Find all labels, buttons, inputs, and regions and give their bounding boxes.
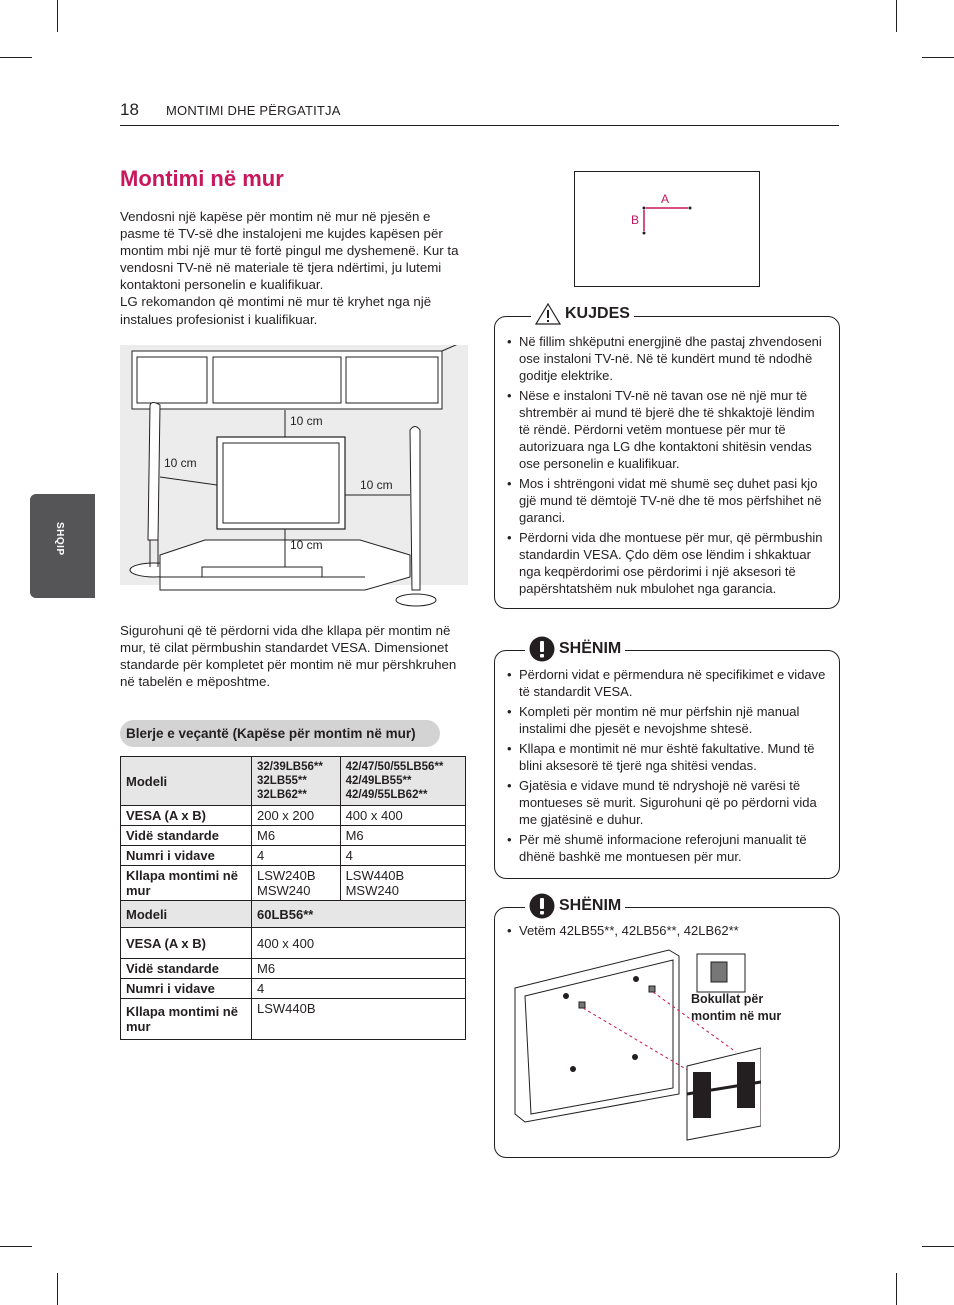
table-title-pill [120,720,440,747]
bracket-model: LSW440B [345,868,405,883]
vesa-note-text: Sigurohuni që të përdorni vida dhe kllapa për montim në mur, të cilat përmbushin standardet VESA. Dimensionet standarde për kompletet për montim në mur përshkruhen në tabelën e mëposhtme. [120,623,457,690]
model-group-a [252,757,341,806]
list-item: • Kompleti për montim në mur përfshin një manual instalimi dhe pjesët e nevojshme shtesë. [505,703,827,737]
table-cell: LSW440B [252,999,466,1040]
table-cell: M6 [252,959,466,979]
model-group: 60LB56** [252,901,466,928]
vesa-spec-table [120,756,466,1040]
table-cell [340,866,465,901]
note-heading [525,636,625,662]
list-item: • Në fillim shkëputni energjinë dhe pastaj zhvendoseni ose instaloni TV-në. Në të kundërt mund të ndodhë goditje elektrike. [505,333,827,384]
page-title: Montimi në mur [120,166,284,191]
table-row [121,928,466,959]
table-row [121,846,466,866]
bracket-model: MSW240 [345,883,400,898]
crop-mark [0,57,32,58]
model-name: 32/39LB56** [257,761,323,773]
caution-title: KUJDES [565,305,630,322]
clearance-bottom-label: 10 cm [290,538,323,552]
wall-mount-clearance-diagram [120,345,468,610]
model-group-b [340,757,465,806]
caution-box [494,305,840,609]
table-row [121,806,466,826]
note-list [505,922,827,942]
note-list [505,666,827,868]
language-tab [30,494,95,598]
table-cell: 4 [252,979,466,999]
crop-mark [57,1273,58,1305]
crop-mark [922,57,954,58]
model-name: 32LB62** [257,789,307,801]
list-item: • Vetëm 42LB55**, 42LB56**, 42LB62** [505,922,827,939]
crop-mark [896,0,897,32]
model-name: 42/49LB55** [345,775,412,787]
clearance-right-label: 10 cm [360,478,393,492]
models-label: Modeli [121,757,252,806]
intro-paragraph: Vendosni një kapëse për montim në mur në pjesën e pasme të TV-së dhe instalojeni me kujdes kapësen për montim mbi një mur të fortë pingul me dyshemenë. Kur ta vendosni TV-në në materiale të tjera ndërtimi, ju lutemi kontaktoni personelin e kualifikuar. [120,209,459,293]
crop-mark [896,1273,897,1305]
intro-paragraph: LG rekomandon që montimi në mur të kryhet nga një instalues profesionist i kualifikuar. [120,294,432,327]
note-box [494,640,840,879]
caution-list [505,333,827,600]
table-cell: 400 x 400 [252,928,466,959]
bracket-model: LSW240B [257,868,316,883]
note-title: SHËNIM [559,897,622,914]
table-cell: 4 [340,846,465,866]
table-title: Blerje e veçantë (Kapëse për montim në mur) [126,726,416,741]
model-name: 42/47/50/55LB56** [345,761,444,773]
clearance-top-label: 10 cm [290,414,323,428]
language-tab-label: SHQIP [54,522,65,556]
table-row [121,901,466,928]
table-row [121,866,466,901]
section-header: MONTIMI DHE PËRGATITJA [166,103,341,118]
row-label: Kllapa montimi në mur [121,866,252,901]
table-row [121,979,466,999]
page-number: 18 [120,100,139,119]
exclamation-icon [529,636,555,662]
table-cell: 4 [252,846,341,866]
vesa-a-label: A [661,192,670,206]
table-row [121,757,466,806]
model-name: 42/49/55LB62** [345,789,428,801]
bolts-callout: Bokullat për montim në mur [691,992,782,1023]
row-label: Numri i vidave [121,979,252,999]
vesa-dimension-diagram [574,171,760,289]
list-item: • Nëse e instaloni TV-në në tavan ose në një mur të shtrembër ai mund të bjerë dhe të shkaktojë lëndim të rëndë. Përdorni vetëm montuese për mur të autorizuara nga LG dhe kontaktoni shitësin vendas ose personelin e kualifikuar. [505,387,827,472]
row-label: Vidë standarde [121,826,252,846]
list-item: • Kllapa e montimit në mur është fakultative. Mund të blini aksesorë të tjerë nga shitësi vendas. [505,740,827,774]
vesa-b-label: B [631,213,640,227]
note-title: SHËNIM [559,640,622,657]
table-row [121,999,466,1040]
table-cell: 400 x 400 [340,806,465,826]
warning-icon [535,303,561,325]
row-label: Vidë standarde [121,959,252,979]
list-item: • Përdorni vidat e përmendura në specifikimet e vidave të standardit VESA. [505,666,827,700]
models-label: Modeli [121,901,252,928]
clearance-left-label: 10 cm [164,456,197,470]
list-item: • Mos i shtrëngoni vidat më shumë seç duhet pasi kjo gjë mund të dëmtojë TV-në dhe të mos përfshihet në garanci. [505,475,827,526]
note-heading [525,893,625,919]
caution-heading [531,303,634,325]
note-box [494,897,840,1158]
tv-back-mount-diagram [511,944,761,1144]
row-label: Numri i vidave [121,846,252,866]
table-cell: M6 [340,826,465,846]
header-rule [120,125,839,126]
list-item: • Për më shumë informacione referojuni manualit të dhënë bashkë me montuesen për mur. [505,831,827,865]
intro-text [120,208,470,328]
list-item: • Përdorni vida dhe montuese për mur, që përmbushin standardin VESA. Çdo dëm ose lëndim i shkaktuar nga keqpërdorimi ose përdorimi i një aksesori të papërshtatshëm nuk mbulohet nga garancia. [505,529,827,597]
model-name: 32LB55** [257,775,307,787]
row-label: Kllapa montimi në mur [121,999,252,1040]
exclamation-icon [529,893,555,919]
table-cell [252,866,341,901]
table-row [121,826,466,846]
table-cell: 200 x 200 [252,806,341,826]
list-item: • Gjatësia e vidave mund të ndryshojë në varësi të montueses së murit. Sigurohuni që po përdorni vida me gjatësinë e duhur. [505,777,827,828]
row-label: VESA (A x B) [121,928,252,959]
table-row [121,959,466,979]
crop-mark [0,1246,32,1247]
crop-mark [922,1246,954,1247]
row-label: VESA (A x B) [121,806,252,826]
table-cell: M6 [252,826,341,846]
crop-mark [57,0,58,32]
bracket-model: MSW240 [257,883,311,898]
